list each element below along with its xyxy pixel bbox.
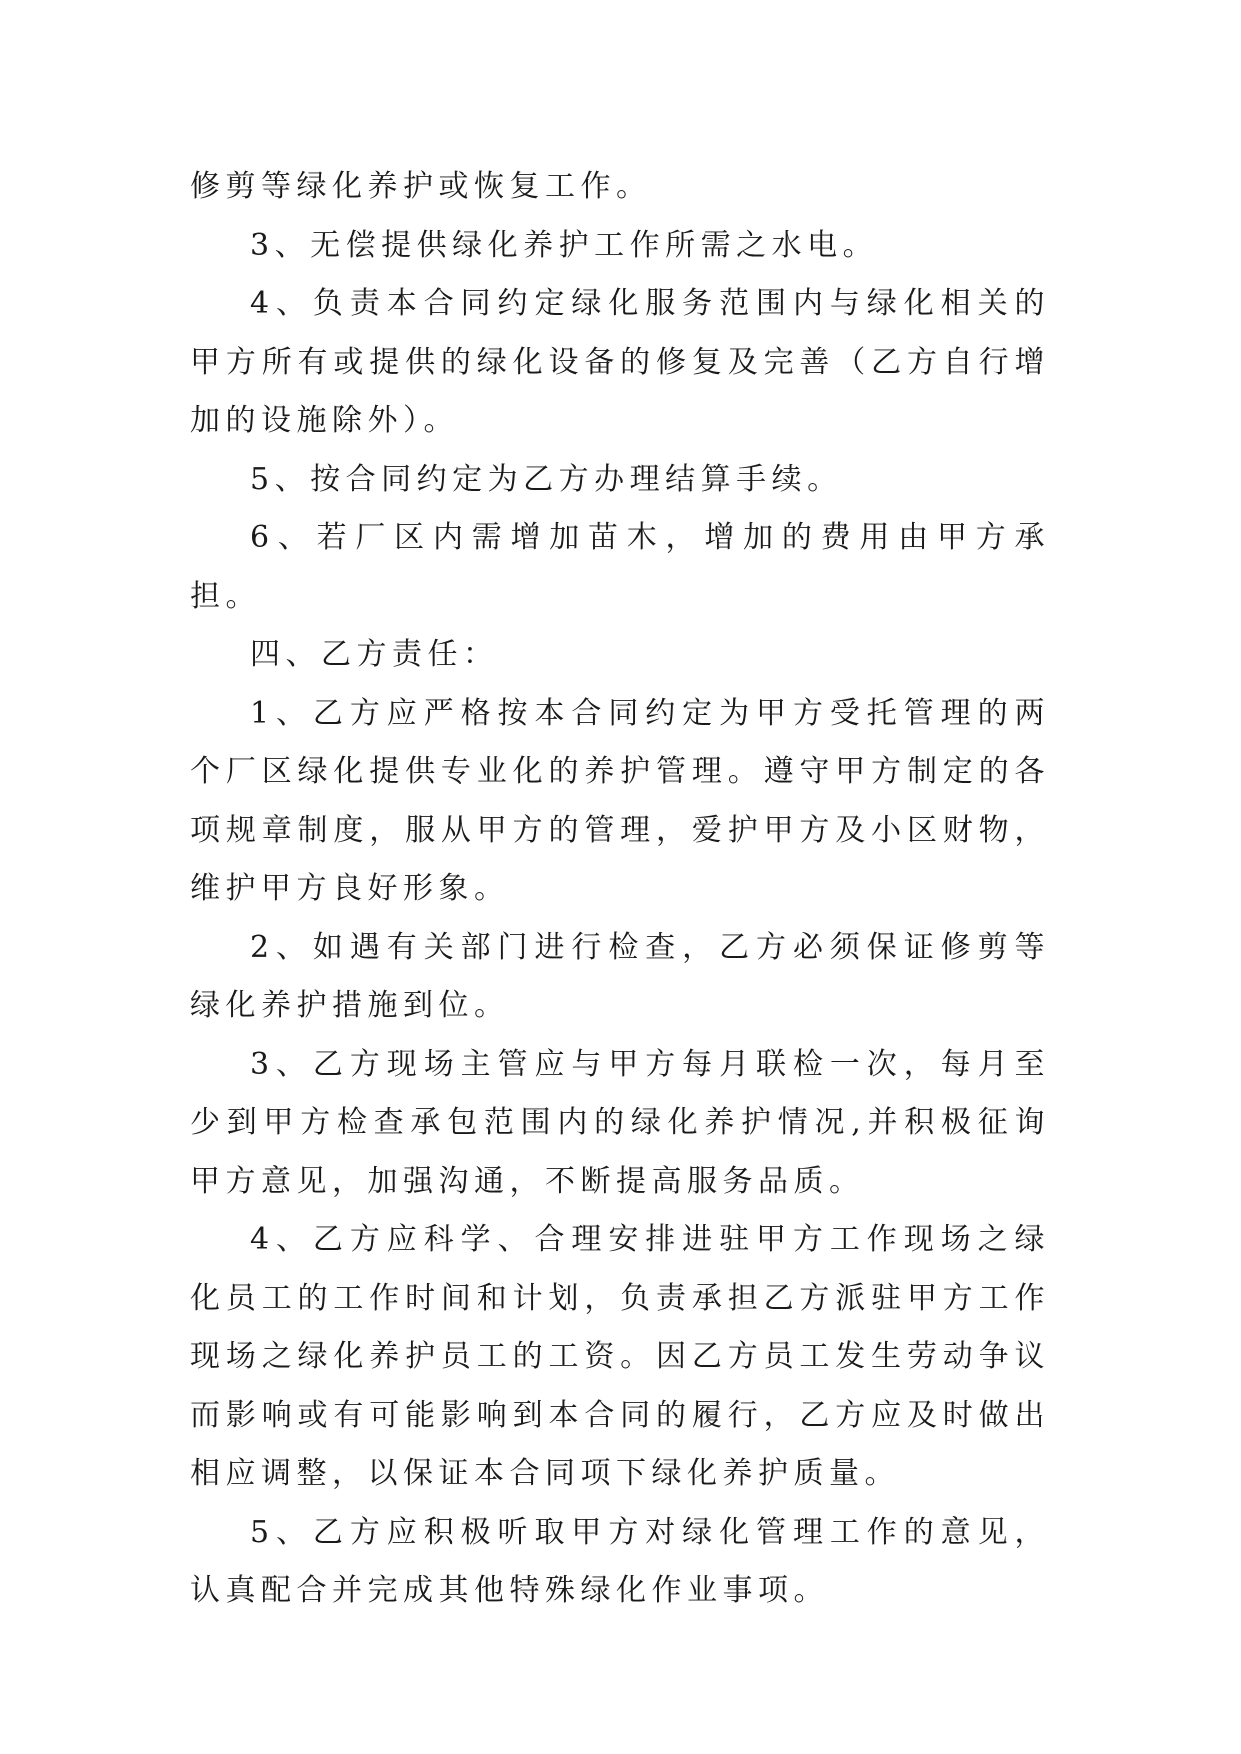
paragraph-party-a-item-5: 5、按合同约定为乙方办理结算手续。 <box>250 461 843 497</box>
paragraph-party-a-item-6: 6、若厂区内需增加苗木，增加的费用由甲方承担。 <box>190 520 1050 614</box>
paragraph-party-a-item-4: 4、负责本合同约定绿化服务范围内与绿化相关的甲方所有或提供的绿化设备的修复及完善（乙方自行增加的设施除外）。 <box>190 286 1050 438</box>
section-heading-party-b: 四、乙方责任： <box>250 637 499 672</box>
paragraph-party-b-item-3: 3、乙方现场主管应与甲方每月联检一次，每月至少到甲方检查承包范围内的绿化养护情况,并积极征询甲方意见，加强沟通，不断提高服务品质。 <box>190 1046 1050 1199</box>
paragraph-party-a-item-3: 3、无偿提供绿化养护工作所需之水电。 <box>250 227 879 263</box>
paragraph-continuation: 修剪等绿化养护或恢复工作。 <box>190 169 652 204</box>
paragraph-party-b-item-5: 5、乙方应积极听取甲方对绿化管理工作的意见，认真配合并完成其他特殊绿化作业事项。 <box>190 1514 1050 1608</box>
document-body <box>190 158 1050 1621</box>
paragraph-party-b-item-1: 1、乙方应严格按本合同约定为甲方受托管理的两个厂区绿化提供专业化的养护管理。遵守甲方制定的各项规章制度，服从甲方的管理，爱护甲方及小区财物，维护甲方良好形象。 <box>190 695 1050 906</box>
paragraph-party-b-item-4: 4、乙方应科学、合理安排进驻甲方工作现场之绿化员工的工作时间和计划，负责承担乙方派驻甲方工作现场之绿化养护员工的工资。因乙方员工发生劳动争议而影响或有可能影响到本合同的履行，乙方应及时做出相应调整，以保证本合同项下绿化养护质量。 <box>190 1222 1050 1491</box>
paragraph-party-b-item-2: 2、如遇有关部门进行检查，乙方必须保证修剪等绿化养护措施到位。 <box>190 929 1050 1023</box>
